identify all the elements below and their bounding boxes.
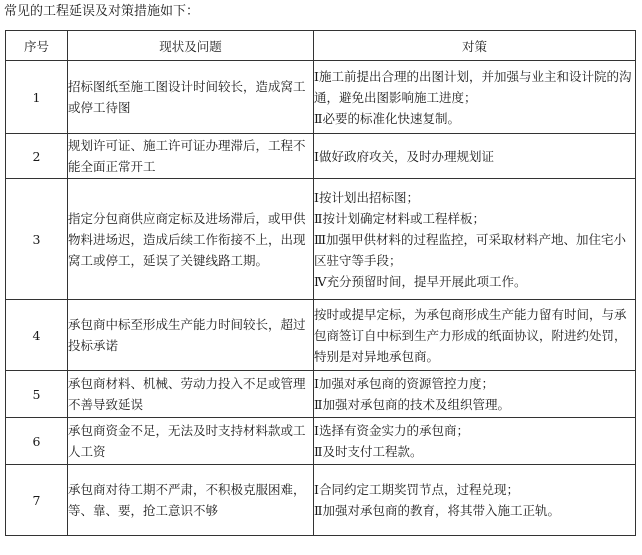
row-number: 3 (6, 179, 68, 300)
measure-item: Ⅱ按计划确定材料或工程样板； (314, 210, 485, 226)
table-header-row (6, 31, 636, 61)
row-number: 1 (6, 61, 68, 134)
header-measure: 对策 (314, 31, 636, 61)
table-row (6, 61, 636, 134)
table-row (6, 300, 636, 371)
row-number: 6 (6, 418, 68, 465)
table-row (6, 371, 636, 418)
measure-item: Ⅰ选择有资金实力的承包商； (314, 423, 469, 438)
row-measures (314, 465, 636, 536)
row-measures (314, 134, 636, 179)
row-issue: 承包商资金不足，无法及时支持材料款或工人工资 (68, 418, 314, 465)
row-issue: 承包商对待工期不严肃，不积极克服困难，等、靠、要，抢工意识不够 (68, 465, 314, 536)
measure-item: Ⅱ加强对承包商的技术及组织管理。 (314, 397, 510, 412)
header-issue: 现状及问题 (68, 31, 314, 61)
row-number: 5 (6, 371, 68, 418)
row-number: 4 (6, 300, 68, 371)
table-row (6, 465, 636, 536)
row-issue: 承包商材料、机械、劳动力投入不足或管理不善导致延误 (68, 371, 314, 418)
measure-item: Ⅰ按计划出招标图； (314, 189, 419, 205)
row-measures (314, 371, 636, 418)
measure-item: Ⅰ加强对承包商的资源管控力度； (314, 376, 494, 391)
measure-item: Ⅱ加强对承包商的教育，将其带入施工正轨。 (314, 503, 560, 518)
row-issue: 承包商中标至形成生产能力时间较长，超过投标承诺 (68, 300, 314, 371)
measure-item: Ⅲ加强甲供材料的过程监控，可采取材料产地、加住宅小区驻守等手段； (314, 231, 627, 268)
row-issue: 指定分包商供应商定标及进场滞后，或甲供物料进场迟，造成后续工作衔接不上，出现窝工或停工，延误了关键线路工期。 (68, 179, 314, 300)
row-measures (314, 418, 636, 465)
header-no: 序号 (6, 31, 68, 61)
row-number: 2 (6, 134, 68, 179)
measure-item: Ⅳ充分预留时间，提早开展此项工作。 (314, 273, 527, 289)
table-row (6, 179, 636, 300)
page-caption: 常见的工程延误及对策措施如下： (4, 4, 200, 19)
table-row (6, 418, 636, 465)
measure-item: Ⅰ做好政府攻关，及时办理规划证 (314, 148, 494, 164)
row-issue: 规划许可证、施工许可证办理滞后，工程不能全面正常开工 (68, 134, 314, 179)
table-row (6, 134, 636, 179)
row-issue: 招标图纸至施工图设计时间较长，造成窝工或停工待图 (68, 61, 314, 134)
measure-item: Ⅰ施工前提出合理的出图计划，并加强与业主和设计院的沟通，避免出图影响施工进度； (314, 68, 632, 105)
delay-measures-table (5, 30, 636, 536)
row-measures (314, 61, 636, 134)
measure-item: 按时或提早定标，为承包商形成生产能力留有时间，与承包商签订自中标到生产力形成的纸面协议，附进约处罚，特别是对异地承包商。 (314, 306, 627, 364)
row-number: 7 (6, 465, 68, 536)
row-measures (314, 179, 636, 300)
measure-item: Ⅱ必要的标准化快速复制。 (314, 110, 460, 126)
measure-item: Ⅰ合同约定工期奖罚节点，过程兑现； (314, 482, 519, 497)
row-measures (314, 300, 636, 371)
measure-item: Ⅱ及时支付工程款。 (314, 444, 423, 459)
